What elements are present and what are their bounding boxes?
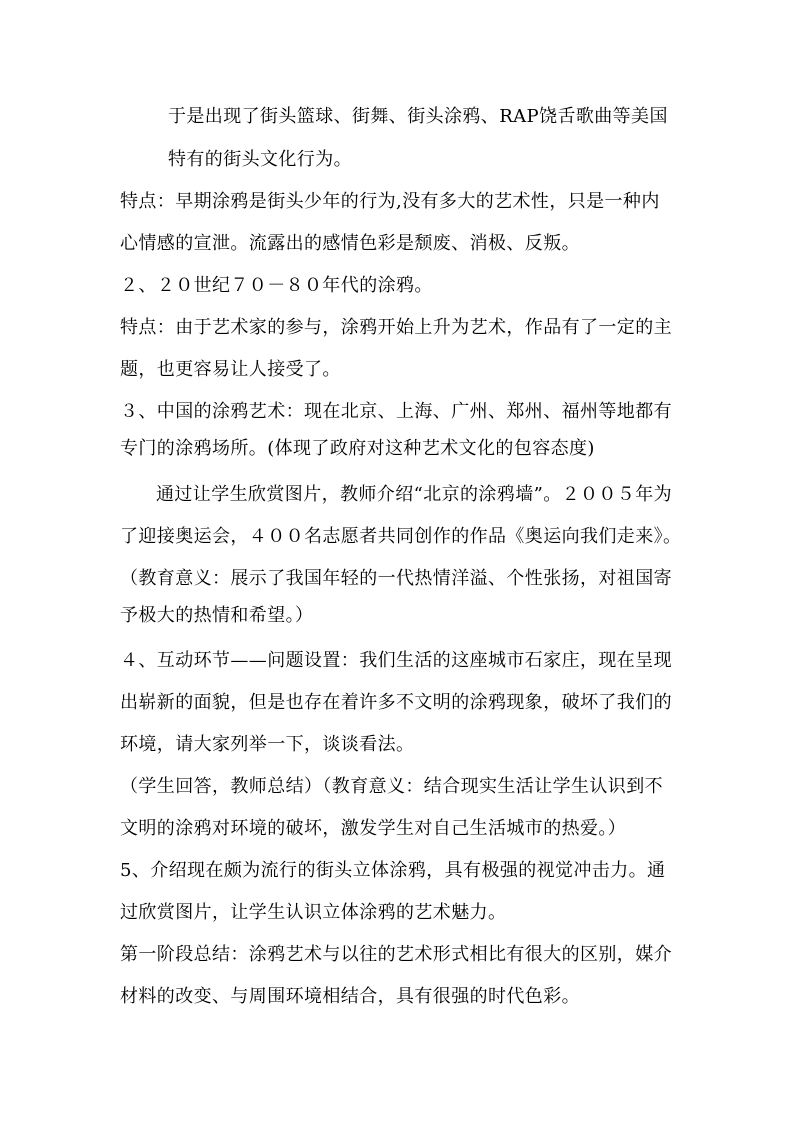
paragraph-line: 文明的涂鸦对环境的破坏，激发学生对自己生活城市的热爱。） xyxy=(120,818,627,839)
paragraph-line: 特点：由于艺术家的参与，涂鸦开始上升为艺术，作品有了一定的主 xyxy=(120,317,672,338)
section-heading: 5、介绍现在颇为流行的街头立体涂鸦，具有极强的视觉冲击力。通 xyxy=(120,860,666,881)
section-heading: ２、２０世纪７０－８０年代的涂鸦。 xyxy=(120,275,433,296)
paragraph-line: 于是出现了街头篮球、街舞、街头涂鸦、RAP饶舌歌曲等美国 xyxy=(168,106,668,127)
paragraph-line: 特有的街头文化行为。 xyxy=(168,149,352,170)
paragraph-line: 出崭新的面貌，但是也存在着许多不文明的涂鸦现象，破坏了我们的 xyxy=(120,692,672,713)
paragraph-line: （教育意义：展示了我国年轻的一代热情洋溢、个性张扬，对祖国寄 xyxy=(120,568,672,589)
summary-line: 材料的改变、与周围环境相结合，具有很强的时代色彩。 xyxy=(120,986,580,1007)
paragraph-line: 了迎接奥运会，４００名志愿者共同创作的作品《奥运向我们走来》。 xyxy=(120,526,682,547)
paragraph-line: 通过让学生欣赏图片，教师介绍“北京的涂鸦墙”。２００５年为 xyxy=(156,484,673,505)
paragraph-line: 过欣赏图片，让学生认识立体涂鸦的艺术魅力。 xyxy=(120,902,507,923)
paragraph-line: 题，也更容易让人接受了。 xyxy=(120,359,341,380)
paragraph-line: 心情感的宣泄。流露出的感情色彩是颓废、消极、反叛。 xyxy=(120,233,580,254)
paragraph-line: 环境，请大家列举一下，谈谈看法。 xyxy=(120,734,415,755)
paragraph-line: 予极大的热情和希望。） xyxy=(120,605,314,626)
section-heading: ４、互动环节——问题设置：我们生活的这座城市石家庄，现在呈现 xyxy=(120,650,672,671)
paragraph-line: （学生回答，教师总结）（教育意义：结合现实生活让学生认识到不 xyxy=(120,776,663,797)
paragraph-line: 专门的涂鸦场所。(体现了政府对这种艺术文化的包容态度) xyxy=(120,438,595,459)
paragraph-line: 特点：早期涂鸦是街头少年的行为,没有多大的艺术性，只是一种内 xyxy=(120,191,660,212)
summary-line: 第一阶段总结：涂鸦艺术与以往的艺术形式相比有很大的区别，媒介 xyxy=(120,944,672,965)
section-heading: ３、中国的涂鸦艺术：现在北京、上海、广州、郑州、福州等地都有 xyxy=(120,401,672,422)
